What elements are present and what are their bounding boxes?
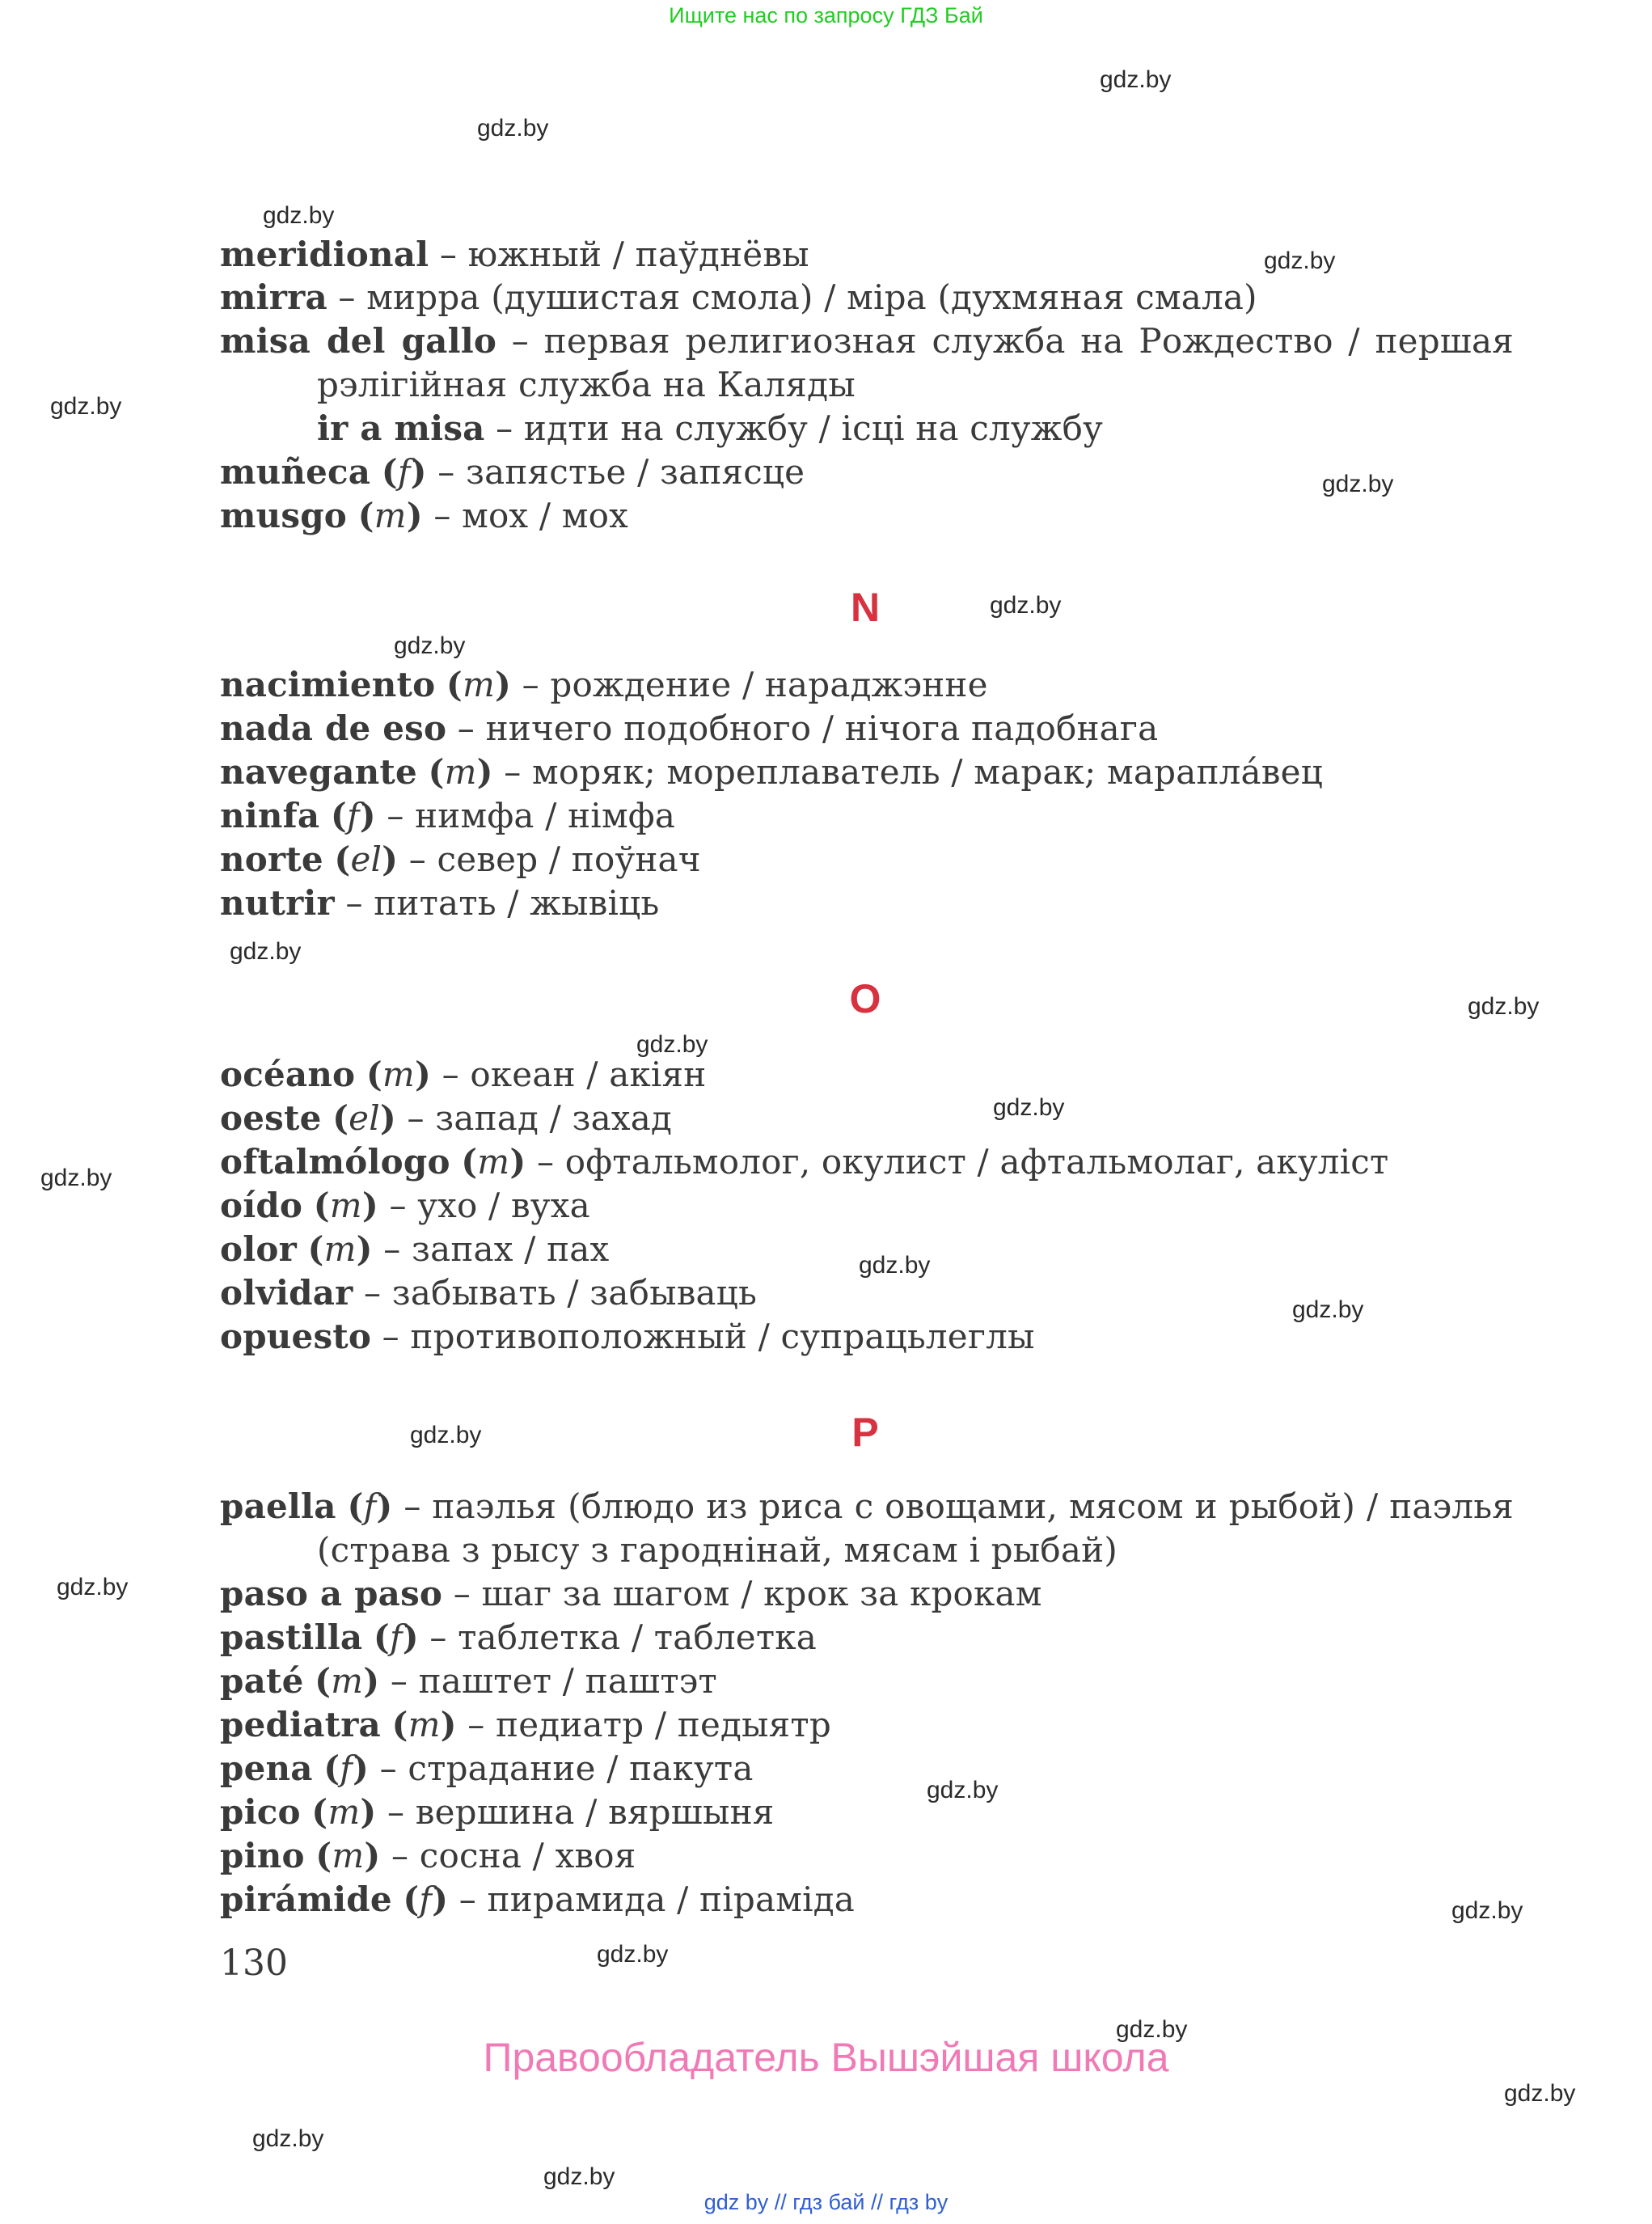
dictionary-entry: oído (m) – ухо / вуха <box>220 1186 590 1225</box>
headword: océano <box>220 1055 356 1094</box>
gender: m <box>327 1792 361 1832</box>
watermark: gdz.by <box>1100 66 1172 93</box>
dictionary-entry: olor (m) – запах / пах <box>220 1229 610 1269</box>
headword: ir a misa <box>317 408 485 448</box>
definition: ничего подобного / нічога падобнага <box>485 708 1159 748</box>
watermark: gdz.by <box>252 2125 324 2152</box>
watermark: gdz.by <box>1468 993 1540 1020</box>
watermark: gdz.by <box>1322 471 1394 497</box>
definition-continuation <box>317 1528 1118 1572</box>
gender: el <box>349 1098 380 1138</box>
gender: f <box>346 796 360 835</box>
dictionary-entry: oeste (el) – запад / захад <box>220 1098 673 1138</box>
definition: пирамида / піраміда <box>487 1879 856 1919</box>
definition: первая религиозная служба на Рождество / першая <box>543 321 1514 361</box>
dictionary-entry: olvidar – забывать / забываць <box>220 1273 758 1313</box>
watermark: gdz.by <box>394 632 466 659</box>
definition: идти на службу / ісці на службу <box>523 408 1104 448</box>
definition: питать / жывіць <box>374 883 660 923</box>
gender: f <box>389 1617 403 1657</box>
headword: olvidar <box>220 1273 353 1313</box>
headword: nacimiento <box>220 665 436 704</box>
dictionary-entry: nutrir – питать / жывіць <box>220 883 660 923</box>
headword: ninfa <box>220 796 320 835</box>
gender: f <box>397 452 411 492</box>
headword: meridional <box>220 235 429 274</box>
definition: запястье / запясце <box>466 452 805 492</box>
dictionary-entry: norte (el) – север / поўнач <box>220 839 701 879</box>
dictionary-entry: paté (m) – паштет / паштэт <box>220 1661 717 1701</box>
headword: paté <box>220 1661 304 1701</box>
headword: pino <box>220 1836 305 1875</box>
definition: ухо / вуха <box>417 1186 590 1225</box>
continuation-text: (страва з рысу з гароднінай, мясам і рыбай) <box>317 1530 1118 1570</box>
watermark: gdz.by <box>1264 247 1336 274</box>
gender: m <box>408 1705 441 1744</box>
top-banner: Ищите нас по запросу ГДЗ Бай <box>669 3 983 27</box>
definition: мирра (душистая смола) / міра (духмяная смала) <box>366 277 1257 317</box>
watermark: gdz.by <box>1451 1897 1523 1924</box>
definition: паэлья (блюдо из риса с овощами, мясом и рыбой) / паэлья <box>432 1486 1514 1526</box>
dictionary-entry: pino (m) – сосна / хвоя <box>220 1836 636 1875</box>
definition: забывать / забываць <box>391 1273 758 1313</box>
section-letter-n: N <box>850 585 881 630</box>
dictionary-entry: pediatra (m) – педиатр / педыятр <box>220 1705 831 1744</box>
bottom-links[interactable]: gdz by // гдз бай // гдз by <box>703 2190 949 2214</box>
gender: m <box>382 1055 415 1094</box>
definition: запад / захад <box>435 1098 673 1138</box>
definition: таблетка / таблетка <box>458 1617 817 1657</box>
gender: m <box>329 1186 362 1225</box>
dictionary-entry: meridional – южный / паўднёвы <box>220 235 809 274</box>
section-letter-o: O <box>849 976 881 1021</box>
headword: oftalmólogo <box>220 1142 450 1182</box>
gender: m <box>477 1142 510 1182</box>
definition: педиатр / педыятр <box>496 1705 831 1744</box>
definition: моряк; мореплаватель / марак; марапла́вец <box>531 752 1323 792</box>
headword: oeste <box>220 1098 322 1138</box>
watermark: gdz.by <box>263 202 335 229</box>
watermark: gdz.by <box>859 1252 931 1279</box>
dictionary-subentry: ir a misa – идти на службу / ісці на службу <box>317 408 1104 448</box>
headword: paso a paso <box>220 1574 443 1613</box>
dictionary-entry: paella (f) – паэлья (блюдо из риса с овощами, мясом и рыбой) / паэлья <box>220 1486 1514 1526</box>
headword: nada de eso <box>220 708 447 748</box>
watermark: gdz.by <box>1116 2016 1188 2043</box>
watermark: gdz.by <box>543 2163 615 2190</box>
headword: pastilla <box>220 1617 363 1657</box>
watermark: gdz.by <box>50 393 122 420</box>
headword: olor <box>220 1229 297 1269</box>
watermark: gdz.by <box>993 1094 1065 1121</box>
watermark: gdz.by <box>40 1165 112 1191</box>
dictionary-entry: pena (f) – страдание / пакута <box>220 1748 754 1788</box>
definition: вершина / вяршыня <box>415 1792 775 1832</box>
gender: m <box>374 496 407 535</box>
dictionary-entry: muñeca (f) – запястье / запясце <box>220 452 805 492</box>
definition: шаг за шагом / крок за крокам <box>481 1574 1042 1613</box>
dictionary-entry: oftalmólogo (m) – офтальмолог, окулист / афтальмолаг, акуліст <box>220 1142 1389 1182</box>
watermark: gdz.by <box>597 1941 669 1968</box>
definition: рождение / нараджэнне <box>550 665 988 704</box>
headword: navegante <box>220 752 417 792</box>
gender: f <box>363 1486 377 1526</box>
gender: el <box>350 839 382 879</box>
gender: m <box>463 665 496 704</box>
dictionary-entry: navegante (m) – моряк; мореплаватель / марак; марапла́вец <box>220 752 1323 792</box>
watermark: gdz.by <box>410 1422 482 1448</box>
definition-continuation <box>317 363 856 407</box>
dictionary-entry: pico (m) – вершина / вяршыня <box>220 1792 775 1832</box>
gender: m <box>331 1661 364 1701</box>
gender: m <box>323 1229 357 1269</box>
dictionary-entry: paso a paso – шаг за шагом / крок за крокам <box>220 1574 1042 1613</box>
watermark: gdz.by <box>477 115 549 142</box>
headword: pediatra <box>220 1705 381 1744</box>
watermark: gdz.by <box>927 1777 999 1803</box>
definition: противоположный / супрацьлеглы <box>410 1317 1035 1356</box>
continuation-text: рэлігійная служба на Каляды <box>317 365 856 404</box>
section-letter-p: P <box>851 1410 879 1455</box>
headword: nutrir <box>220 883 335 923</box>
watermark: gdz.by <box>1292 1296 1364 1323</box>
headword: misa del gallo <box>220 321 497 361</box>
gender: f <box>340 1748 353 1788</box>
headword: muñeca <box>220 452 371 492</box>
definition: страдание / пакута <box>408 1748 754 1788</box>
dictionary-entry: mirra – мирра (душистая смола) / міра (духмяная смала) <box>220 277 1257 317</box>
headword: paella <box>220 1486 336 1526</box>
headword: pico <box>220 1792 301 1832</box>
watermark: gdz.by <box>636 1031 708 1058</box>
definition: южный / паўднёвы <box>467 235 809 274</box>
headword: opuesto <box>220 1317 372 1356</box>
headword: musgo <box>220 496 348 535</box>
gender: f <box>419 1879 433 1919</box>
copyright-notice: Правообладатель Вышэйшая школа <box>483 2035 1169 2080</box>
dictionary-entry: nada de eso – ничего подобного / нічога падобнага <box>220 708 1159 748</box>
watermark: gdz.by <box>1504 2080 1576 2107</box>
definition: сосна / хвоя <box>419 1836 636 1875</box>
headword: oído <box>220 1186 303 1225</box>
watermark: gdz.by <box>230 938 302 965</box>
dictionary-entry: océano (m) – океан / акіян <box>220 1055 707 1094</box>
dictionary-entry: opuesto – противоположный / супрацьлеглы <box>220 1317 1035 1356</box>
dictionary-entry: pirámide (f) – пирамида / піраміда <box>220 1879 856 1919</box>
dictionary-entry: pastilla (f) – таблетка / таблетка <box>220 1617 817 1657</box>
gender: m <box>332 1836 365 1875</box>
dictionary-entry: musgo (m) – мох / мох <box>220 496 629 535</box>
gender: m <box>444 752 477 792</box>
headword: norte <box>220 839 323 879</box>
watermark: gdz.by <box>990 592 1062 619</box>
headword: pirámide <box>220 1879 392 1919</box>
dictionary-entry: misa del gallo – первая религиозная служба на Рождество / першая <box>220 321 1514 361</box>
definition: мох / мох <box>462 496 629 535</box>
watermark: gdz.by <box>57 1574 129 1600</box>
headword: mirra <box>220 277 327 317</box>
definition: океан / акіян <box>470 1055 707 1094</box>
definition: нимфа / німфа <box>415 796 676 835</box>
definition: запах / пах <box>411 1229 610 1269</box>
page-number: 130 <box>220 1943 288 1984</box>
definition: паштет / паштэт <box>418 1661 717 1701</box>
dictionary-entry: nacimiento (m) – рождение / нараджэнне <box>220 665 988 704</box>
headword: pena <box>220 1748 313 1788</box>
dictionary-entry: ninfa (f) – нимфа / німфа <box>220 796 676 835</box>
definition: офтальмолог, окулист / афтальмолаг, акуліст <box>564 1142 1389 1182</box>
definition: север / поўнач <box>437 839 701 879</box>
